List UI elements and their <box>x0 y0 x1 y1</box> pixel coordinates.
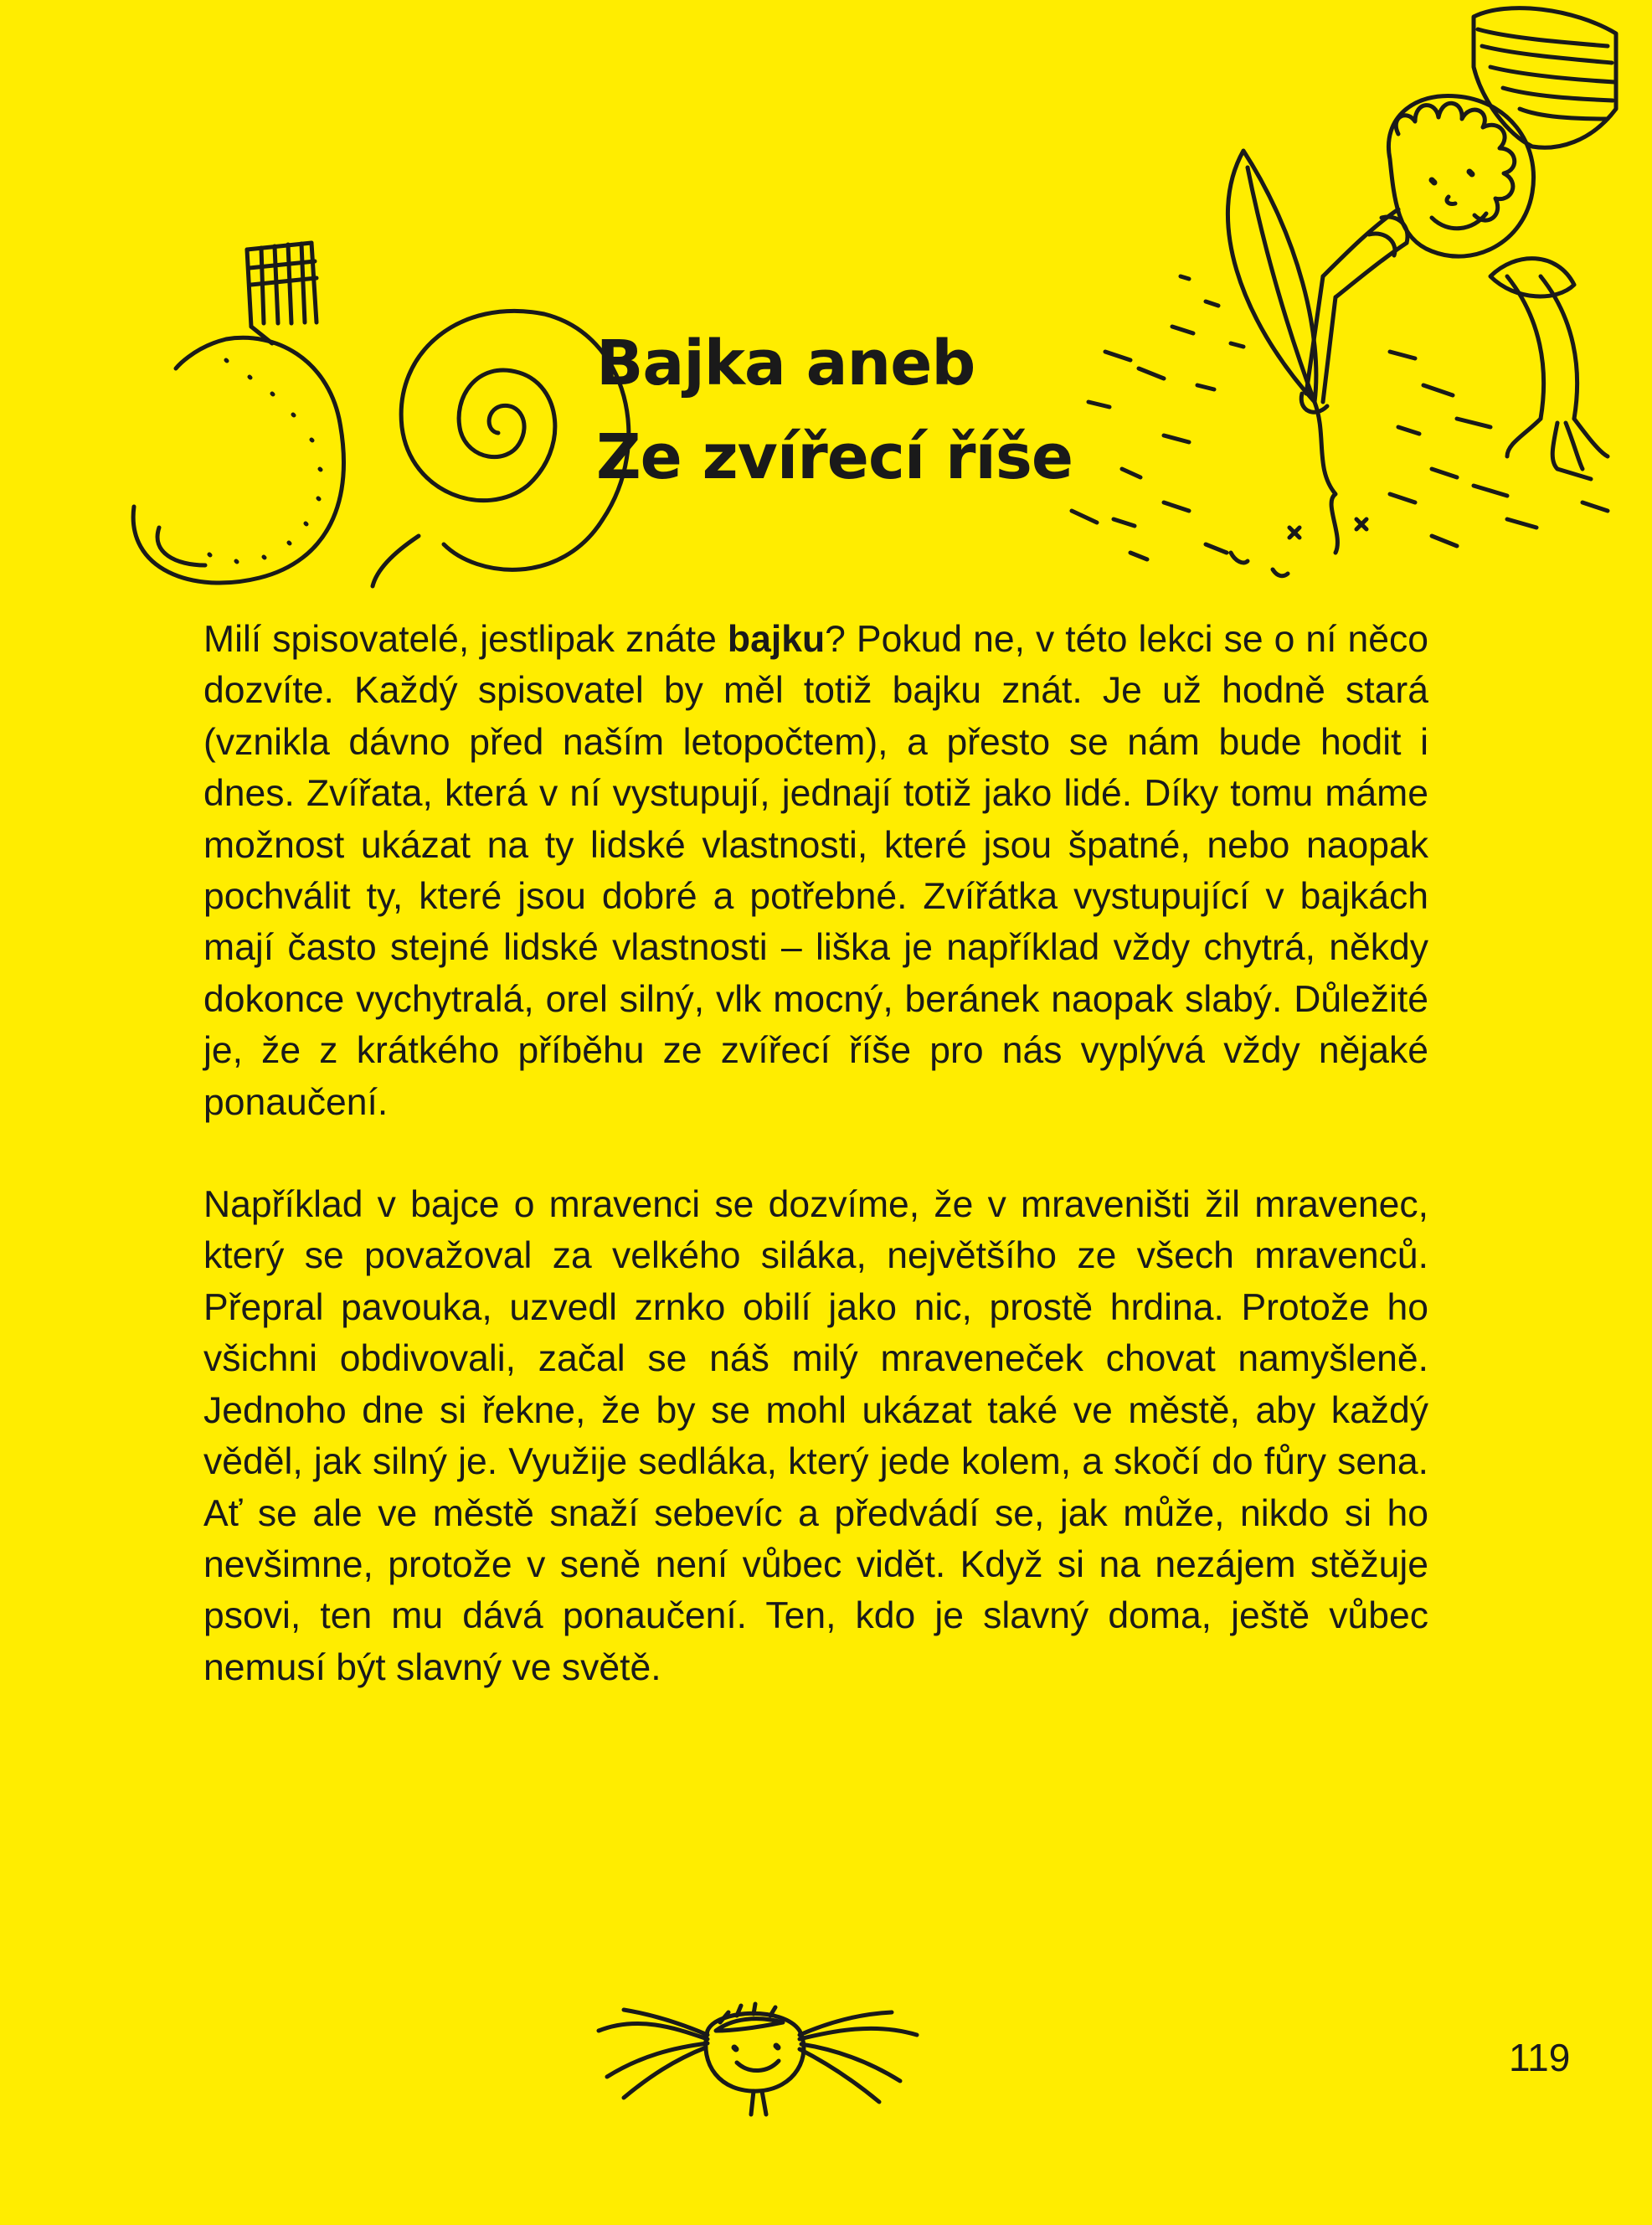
title-line-1: Bajka aneb <box>596 327 975 399</box>
keyword-bajka: bajku <box>727 619 826 660</box>
paragraph-2: Například v bajce o mravenci se dozvíme, že v mraveništi žil mravenec, který se považoval za velkého siláka, největšího ze všech mravenců. Přepral pavouka, uzvedl zrnko obilí jako nic, prostě hrdina. Protože ho všichni obdivovali, začal se náš milý mraveneček chovat namyšleně. Jednoho dne si řekne, že by se mohl ukázat také ve městě, aby každý věděl, jak silný je. Využije sedláka, který jede kolem, a skočí do fůry sena. Ať se ale ve městě snaží sebevíc a předvádí se, jak může, nikdo si ho nevšimne, protože v seně není vůbec vidět. Když si na nezájem stěžuje psovi, ten mu dává ponaučení. Ten, kdo je slavný doma, ještě vůbec nemusí být slavný ve světě. <box>203 1184 1428 1688</box>
girl-face-illustration <box>590 1997 925 2123</box>
paragraph-1 <box>203 614 1428 1128</box>
page-number: 119 <box>1509 2036 1571 2079</box>
chapter-title <box>596 317 1073 504</box>
paragraph-1-rest: ? Pokud ne, v této lekci se o ní něco dozvíte. Každý spisovatel by měl totiž bajku znát. Je už hodně stará (vznikla dávno před naším letopočtem), a přesto se nám bude hodit i dnes. Zvířata, která v ní vystupují, jednají totiž jako lidé. Díky tomu máme možnost ukázat na ty lidské vlastnosti, které jsou špatné, nebo naopak pochválit ty, které jsou dobré a potřebné. Zvířátka vystupující v bajkách mají často stejné lidské vlastnosti – liška je například vždy chytrá, někdy dokonce vychytralá, orel silný, vlk mocný, beránek naopak slabý. Důležité je, že z krátkého příběhu ze zvířecí říše pro nás vyplývá vždy nějaké ponaučení. <box>203 619 1428 1123</box>
boy-with-quill-illustration <box>1038 0 1641 586</box>
body-text <box>203 614 1428 1693</box>
title-line-2: Ze zvířecí říše <box>596 421 1073 493</box>
paragraph-1-intro: Milí spisovatelé, jestlipak znáte <box>203 619 728 660</box>
